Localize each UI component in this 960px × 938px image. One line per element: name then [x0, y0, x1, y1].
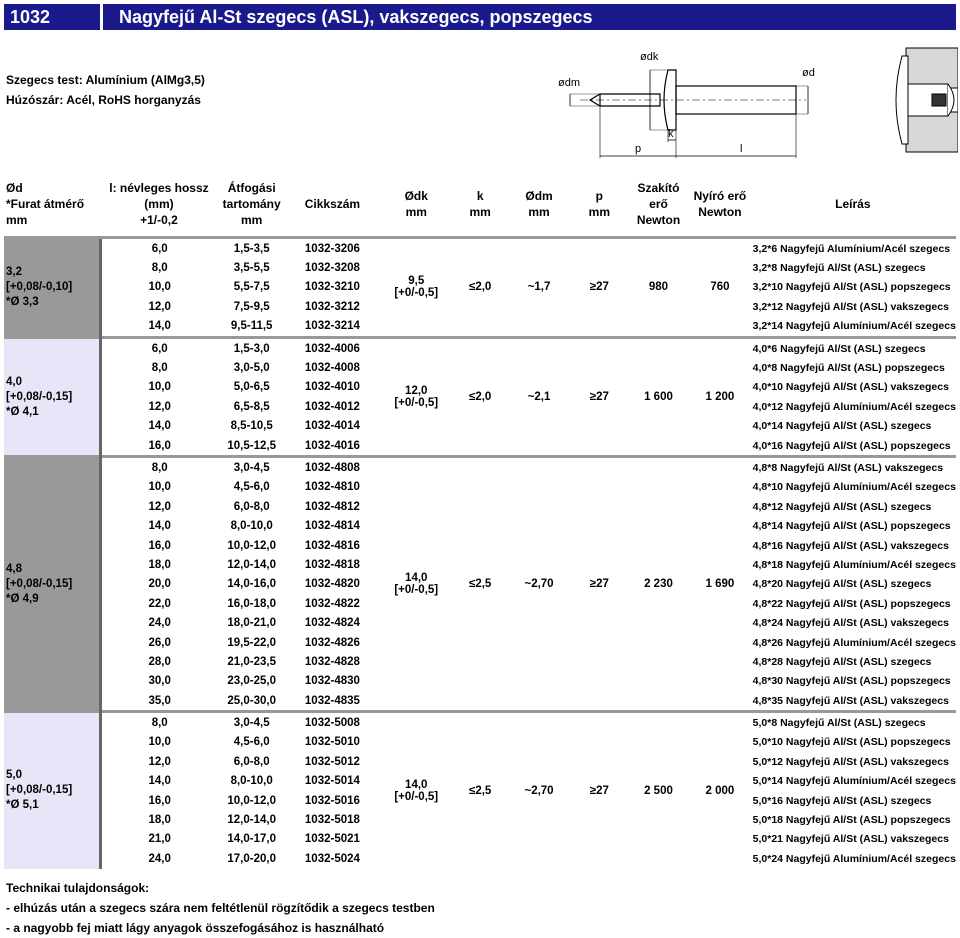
length-cell: 8,0 — [100, 712, 218, 733]
article-number-cell: 1032-5010 — [304, 736, 360, 749]
article-number-cell: 1032-3214 — [304, 320, 360, 333]
length-cell: 14,0 — [148, 775, 171, 788]
diameter-tol: [+0,08/-0,15] — [6, 390, 73, 403]
grip-range-cell: 9,5-11,5 — [230, 320, 273, 333]
length-cell: 14,0 — [148, 320, 171, 333]
dm-cell: ~2,1 — [507, 337, 571, 456]
description-cell: 4,0*16 Nagyfejű Al/St (ASL) popszegecs — [752, 439, 951, 452]
description-cell: 4,8*35 Nagyfejű Al/St (ASL) vakszegecs — [752, 694, 949, 707]
grip-range-cell: 23,0-25,0 — [227, 675, 276, 688]
dk-cell — [379, 337, 453, 456]
description-cell: 3,2*6 Nagyfejű Alumínium/Acél szegecs — [752, 242, 951, 255]
table-row — [4, 712, 956, 733]
length-cell: 35,0 — [148, 694, 171, 707]
article-number-cell: 1032-5024 — [304, 852, 360, 865]
article-number-cell: 1032-4816 — [304, 539, 360, 552]
dk-tolerance: [+0/-0,5] — [394, 397, 439, 410]
length-cell: 10,0 — [148, 381, 171, 394]
grip-range-cell: 10,0-12,0 — [227, 794, 276, 807]
length-cell: 22,0 — [148, 597, 171, 610]
note-item: - elhúzás után a szegecs szára nem feltétlenül rögzítődik a szegecs testben — [6, 901, 435, 915]
description-cell: 4,8*20 Nagyfejű Al/St (ASL) szegecs — [752, 578, 932, 591]
col-p: p mm — [571, 172, 628, 238]
dk-value: 9,5 — [408, 275, 425, 288]
length-cell: 12,0 — [148, 300, 171, 313]
length-cell: 6,0 — [100, 337, 218, 358]
grip-range-cell: 18,0-21,0 — [227, 617, 276, 630]
length-cell: 8,0 — [100, 457, 218, 478]
product-code: 1032 — [4, 4, 103, 30]
length-cell: 6,0 — [151, 242, 168, 255]
length-cell: 8,0 — [151, 362, 168, 375]
dk-value: 14,0 — [405, 572, 428, 585]
article-number-cell: 1032-5014 — [304, 775, 360, 788]
tensile-cell: 2 230 — [628, 457, 689, 712]
diameter-tol: [+0,08/-0,15] — [6, 784, 73, 797]
p-cell: ≥27 — [589, 281, 609, 294]
grip-range-cell: 1,5-3,5 — [233, 242, 270, 255]
article-number-cell: 1032-3210 — [304, 281, 360, 294]
k-cell: ≤2,0 — [469, 281, 492, 294]
article-number-cell: 1032-4830 — [304, 675, 360, 688]
description-cell: 5,0*24 Nagyfejű Alumínium/Acél szegecs — [752, 852, 956, 865]
grip-range-cell: 10,5-12,5 — [227, 439, 276, 452]
tensile-cell: 1 600 — [628, 337, 689, 456]
description-cell: 5,0*21 Nagyfejű Al/St (ASL) vakszegecs — [752, 833, 949, 846]
rivet-spec-table — [4, 172, 956, 869]
description-cell: 3,2*10 Nagyfejű Al/St (ASL) popszegecs — [752, 281, 951, 294]
description-cell: 4,0*12 Nagyfejű Alumínium/Acél szegecs — [752, 400, 956, 413]
length-cell: 10,0 — [148, 481, 171, 494]
shear-cell: 2 000 — [689, 712, 750, 869]
grip-range-cell: 25,0-30,0 — [227, 694, 276, 707]
description-cell: 4,0*6 Nagyfejű Al/St (ASL) szegecs — [751, 337, 956, 358]
length-cell: 16,0 — [148, 539, 171, 552]
dm-cell: ~1,7 — [527, 281, 551, 294]
table-row — [4, 457, 956, 478]
article-number-cell: 1032-4014 — [304, 420, 360, 433]
grip-range-cell: 8,5-10,5 — [230, 420, 273, 433]
article-number-cell: 1032-3208 — [304, 262, 360, 275]
article-number-cell: 1032-4008 — [304, 362, 360, 375]
rivet-technical-drawing — [540, 36, 958, 160]
article-number-cell: 1032-4818 — [304, 558, 360, 571]
dk-cell — [379, 238, 453, 338]
k-cell: ≤2,0 — [453, 337, 507, 456]
description-cell: 5,0*12 Nagyfejű Al/St (ASL) vakszegecs — [752, 755, 949, 768]
article-number-cell: 1032-4824 — [304, 617, 360, 630]
p-cell: ≥27 — [571, 457, 628, 712]
length-cell: 30,0 — [148, 675, 171, 688]
note-item: - a nagyobb fej miatt lágy anyagok összefogásához is használható — [6, 921, 385, 935]
table-row — [4, 238, 956, 259]
description-cell: 5,0*18 Nagyfejű Al/St (ASL) popszegecs — [752, 814, 951, 827]
dk-tolerance: [+0/-0,5] — [394, 287, 439, 300]
description-cell: 4,0*8 Nagyfejű Al/St (ASL) popszegecs — [752, 362, 945, 375]
diameter-group-cell — [4, 712, 100, 869]
grip-range-cell: 19,5-22,0 — [227, 636, 276, 649]
tensile-cell: 2 500 — [628, 712, 689, 869]
length-cell: 28,0 — [148, 655, 171, 668]
grip-range-cell: 6,0-8,0 — [233, 500, 270, 513]
length-cell: 14,0 — [148, 520, 171, 533]
col-article: Cikkszám — [286, 172, 380, 238]
grip-range-cell: 8,0-10,0 — [230, 520, 273, 533]
length-cell: 20,0 — [148, 578, 171, 591]
dk-tolerance: [+0/-0,5] — [394, 790, 439, 803]
diameter-hole: *Ø 4,9 — [6, 592, 39, 605]
col-tensile: Szakító erő Newton — [628, 172, 689, 238]
table-row — [4, 337, 956, 358]
diameter-d: 5,0 — [6, 769, 22, 782]
k-cell: ≤2,5 — [453, 457, 507, 712]
length-cell: 8,0 — [151, 262, 168, 275]
length-cell: 12,0 — [148, 400, 171, 413]
length-cell: 21,0 — [148, 833, 171, 846]
label-dm: ødm — [558, 77, 580, 89]
grip-range-cell: 14,0-16,0 — [227, 578, 276, 591]
description-cell: 3,2*12 Nagyfejű Al/St (ASL) vakszegecs — [752, 300, 949, 313]
description-cell: 4,0*14 Nagyfejű Al/St (ASL) szegecs — [752, 420, 932, 433]
description-cell: 4,8*26 Nagyfejű Alumínium/Acél szegecs — [752, 636, 956, 649]
technical-notes — [6, 878, 435, 938]
diameter-hole: *Ø 5,1 — [6, 799, 39, 812]
length-cell: 18,0 — [148, 558, 171, 571]
shear-cell: 760 — [710, 281, 730, 294]
dk-value: 12,0 — [405, 385, 428, 398]
article-number-cell: 1032-4826 — [304, 636, 360, 649]
description-cell: 4,8*30 Nagyfejű Al/St (ASL) popszegecs — [752, 675, 951, 688]
article-number-cell: 1032-5018 — [304, 814, 360, 827]
diameter-group-cell — [4, 238, 100, 338]
diameter-d: 3,2 — [6, 265, 22, 278]
article-number-cell: 1032-4010 — [304, 381, 360, 394]
shear-cell: 1 690 — [689, 457, 750, 712]
description-cell: 4,8*18 Nagyfejű Alumínium/Acél szegecs — [752, 558, 956, 571]
article-number-cell: 1032-4820 — [304, 578, 360, 591]
label-p: p — [635, 143, 642, 155]
diameter-tol: [+0,08/-0,15] — [6, 577, 73, 590]
shear-cell: 1 200 — [689, 337, 750, 456]
article-number-cell: 1032-4822 — [304, 597, 360, 610]
grip-range-cell: 7,5-9,5 — [233, 300, 270, 313]
description-cell: 4,8*16 Nagyfejű Al/St (ASL) vakszegecs — [752, 539, 949, 552]
diameter-d: 4,8 — [6, 562, 22, 575]
tensile-cell: 980 — [648, 281, 669, 294]
table-body — [4, 238, 956, 869]
description-cell: 3,2*14 Nagyfejű Alumínium/Acél szegecs — [752, 320, 956, 333]
article-number-cell: 1032-4812 — [304, 500, 360, 513]
mandrel-material: Húzószár: Acél, RoHS horganyzás — [6, 93, 201, 107]
grip-range-cell: 4,5-6,0 — [233, 481, 270, 494]
description-cell: 4,8*28 Nagyfejű Al/St (ASL) szegecs — [752, 655, 932, 668]
grip-range-cell: 5,0-6,5 — [233, 381, 270, 394]
description-cell: 4,8*22 Nagyfejű Al/St (ASL) popszegecs — [752, 597, 951, 610]
grip-range-cell: 4,5-6,0 — [233, 736, 270, 749]
article-number-cell: 1032-5016 — [304, 794, 360, 807]
grip-range-cell: 21,0-23,5 — [227, 655, 276, 668]
description-cell: 4,8*10 Nagyfejű Alumínium/Acél szegecs — [752, 481, 956, 494]
col-shear: Nyíró erő Newton — [689, 172, 750, 238]
length-cell: 14,0 — [148, 420, 171, 433]
grip-range-cell: 14,0-17,0 — [227, 833, 276, 846]
grip-range-cell: 12,0-14,0 — [227, 814, 276, 827]
description-cell: 5,0*10 Nagyfejű Al/St (ASL) popszegecs — [752, 736, 951, 749]
article-number-cell: 1032-4828 — [304, 655, 360, 668]
grip-range-cell: 3,0-4,5 — [218, 712, 286, 733]
diameter-tol: [+0,08/-0,10] — [6, 280, 73, 293]
grip-range-cell: 10,0-12,0 — [227, 539, 276, 552]
grip-range-cell: 1,5-3,0 — [218, 337, 286, 358]
page-header — [4, 4, 956, 30]
notes-heading: Technikai tulajdonságok: — [6, 881, 150, 895]
description-cell: 3,2*8 Nagyfejű Al/St (ASL) szegecs — [752, 262, 926, 275]
article-number-cell: 1032-5008 — [286, 712, 380, 733]
length-cell: 12,0 — [148, 755, 171, 768]
label-d: ød — [802, 67, 815, 79]
article-number-cell: 1032-4835 — [304, 694, 360, 707]
description-cell: 4,8*14 Nagyfejű Al/St (ASL) popszegecs — [752, 520, 951, 533]
col-grip: Átfogási tartomány mm — [218, 172, 286, 238]
article-number-cell: 1032-5021 — [304, 833, 360, 846]
article-number-cell: 1032-4006 — [286, 337, 380, 358]
article-number-cell: 1032-3212 — [304, 300, 360, 313]
article-number-cell: 1032-4814 — [304, 520, 360, 533]
page-title: Nagyfejű Al-St szegecs (ASL), vakszegecs, popszegecs — [119, 6, 593, 27]
grip-range-cell: 6,0-8,0 — [233, 755, 270, 768]
article-number-cell: 1032-3206 — [304, 242, 360, 255]
article-number-cell: 1032-4810 — [304, 481, 360, 494]
length-cell: 10,0 — [148, 281, 171, 294]
grip-range-cell: 3,0-4,5 — [218, 457, 286, 478]
col-dm: Ødm mm — [507, 172, 571, 238]
length-cell: 24,0 — [148, 852, 171, 865]
grip-range-cell: 17,0-20,0 — [227, 852, 276, 865]
col-description: Leírás — [751, 172, 956, 238]
col-dk: Ødk mm — [379, 172, 453, 238]
grip-range-cell: 3,0-5,0 — [233, 362, 270, 375]
diameter-hole: *Ø 4,1 — [6, 405, 39, 418]
length-cell: 10,0 — [148, 736, 171, 749]
label-dk: ødk — [640, 51, 659, 63]
dk-tolerance: [+0/-0,5] — [394, 584, 439, 597]
description-cell: 4,8*12 Nagyfejű Al/St (ASL) szegecs — [752, 500, 932, 513]
grip-range-cell: 3,5-5,5 — [233, 262, 270, 275]
table-header-row — [4, 172, 956, 238]
diameter-group-cell — [4, 457, 100, 712]
article-number-cell: 1032-5012 — [304, 755, 360, 768]
diameter-d: 4,0 — [6, 375, 22, 388]
article-number-cell: 1032-4012 — [304, 400, 360, 413]
col-k: k mm — [453, 172, 507, 238]
dk-cell — [379, 712, 453, 869]
dm-cell: ~2,70 — [507, 457, 571, 712]
description-cell: 4,8*24 Nagyfejű Al/St (ASL) vakszegecs — [752, 617, 949, 630]
grip-range-cell: 5,5-7,5 — [233, 281, 270, 294]
grip-range-cell: 8,0-10,0 — [230, 775, 273, 788]
p-cell: ≥27 — [571, 712, 628, 869]
length-cell: 12,0 — [148, 500, 171, 513]
grip-range-cell: 12,0-14,0 — [227, 558, 276, 571]
description-cell: 5,0*8 Nagyfejű Al/St (ASL) szegecs — [751, 712, 956, 733]
col-diameter: Ød *Furat átmérő mm — [4, 172, 100, 238]
length-cell: 18,0 — [148, 814, 171, 827]
dk-value: 14,0 — [405, 778, 428, 791]
description-cell: 5,0*14 Nagyfejű Alumínium/Acél szegecs — [752, 775, 956, 788]
grip-range-cell: 16,0-18,0 — [227, 597, 276, 610]
length-cell: 24,0 — [148, 617, 171, 630]
length-cell: 16,0 — [148, 794, 171, 807]
diameter-group-cell — [4, 337, 100, 456]
diameter-hole: *Ø 3,3 — [6, 295, 39, 308]
body-material: Szegecs test: Alumínium (AlMg3,5) — [6, 73, 205, 87]
dm-cell: ~2,70 — [507, 712, 571, 869]
col-length: l: névleges hossz (mm) +1/-0,2 — [100, 172, 218, 238]
dk-cell — [379, 457, 453, 712]
description-cell: 4,0*10 Nagyfejű Al/St (ASL) vakszegecs — [752, 381, 949, 394]
article-number-cell: 1032-4808 — [286, 457, 380, 478]
label-k: k — [668, 128, 674, 140]
p-cell: ≥27 — [571, 337, 628, 456]
description-cell: 4,8*8 Nagyfejű Al/St (ASL) vakszegecs — [751, 457, 956, 478]
installed-rivet-section — [896, 48, 958, 152]
material-info — [6, 70, 205, 110]
description-cell: 5,0*16 Nagyfejű Al/St (ASL) szegecs — [752, 794, 932, 807]
rivet-side-view — [570, 70, 808, 158]
grip-range-cell: 6,5-8,5 — [233, 400, 270, 413]
length-cell: 16,0 — [148, 439, 171, 452]
article-number-cell: 1032-4016 — [304, 439, 360, 452]
label-l: l — [740, 143, 743, 155]
length-cell: 26,0 — [148, 636, 171, 649]
k-cell: ≤2,5 — [453, 712, 507, 869]
